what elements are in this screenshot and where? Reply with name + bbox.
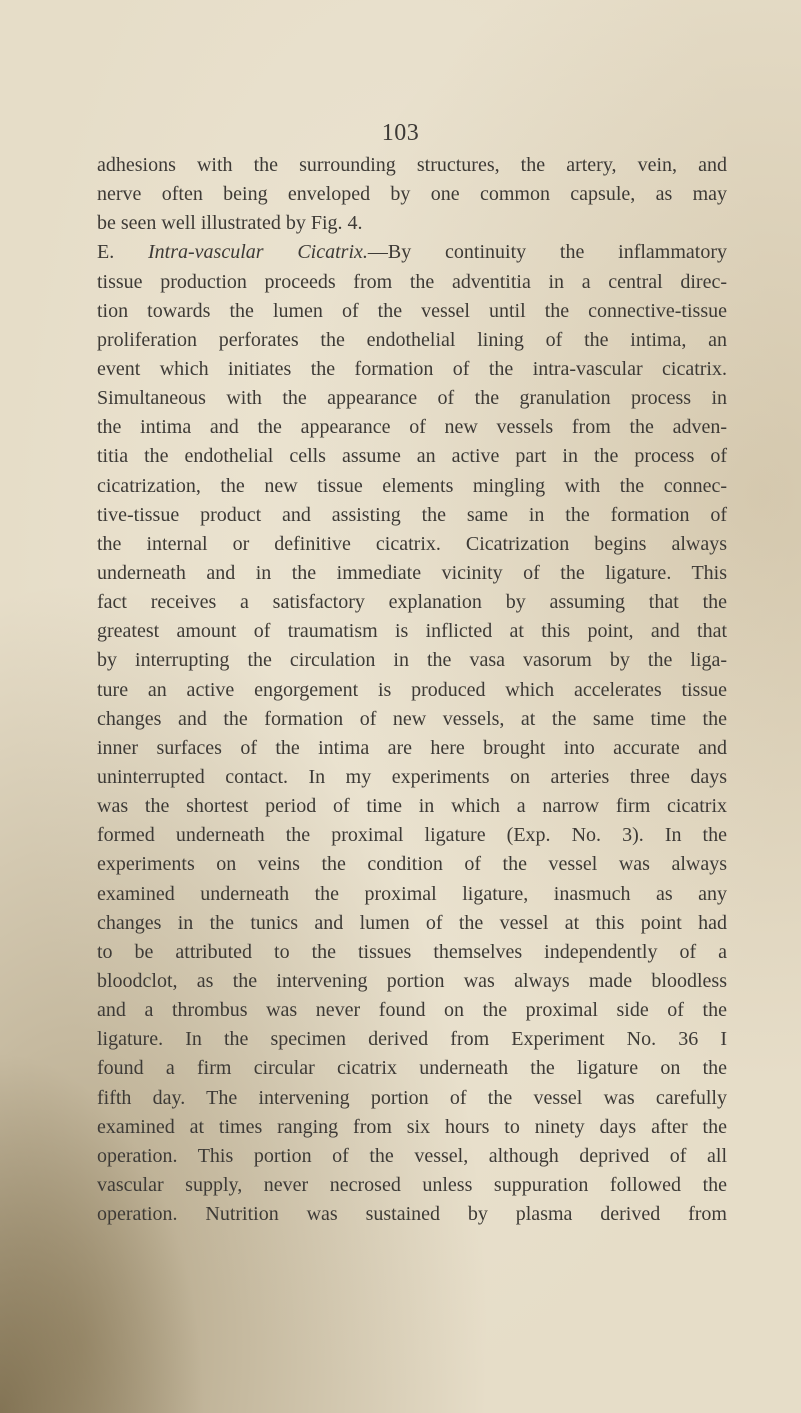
text-line: the internal or definitive cicatrix. Cicatrization begins always — [97, 532, 727, 555]
text-line: and a thrombus was never found on the proximal side of the — [97, 999, 727, 1022]
page-number: 103 — [381, 120, 420, 146]
text-line: operation. This portion of the vessel, although deprived of all — [97, 1144, 727, 1167]
text-line: operation. Nutrition was sustained by plasma derived from — [97, 1203, 727, 1226]
text-line: changes and the formation of new vessels, at the same time the — [97, 707, 727, 730]
text-line: vascular supply, never necrosed unless suppuration followed the — [97, 1173, 727, 1196]
text-line: ligature. In the specimen derived from Experiment No. 36 I — [97, 1028, 727, 1051]
text-line: nerve often being enveloped by one common capsule, as may — [97, 183, 727, 206]
text-line: uninterrupted contact. In my experiments on arteries three days — [97, 765, 727, 788]
text-line: to be attributed to the tissues themselves independently of a — [97, 940, 727, 963]
text-line: by interrupting the circulation in the vasa vasorum by the liga- — [97, 649, 727, 672]
text-line: tion towards the lumen of the vessel until the connective-tissue — [97, 299, 727, 322]
text-line: the intima and the appearance of new vessels from the adven- — [97, 416, 727, 439]
text-line: proliferation perforates the endothelial lining of the intima, an — [97, 328, 727, 351]
text-line: event which initiates the formation of the intra-vascular cicatrix. — [97, 357, 727, 380]
text-line: bloodclot, as the intervening portion was always made bloodless — [97, 969, 727, 992]
text-line: examined at times ranging from six hours to ninety days after the — [97, 1115, 727, 1138]
text-line: Simultaneous with the appearance of the granulation process in — [97, 387, 727, 410]
text-line: underneath and in the immediate vicinity of the ligature. This — [97, 561, 727, 584]
text-line: found a firm circular cicatrix underneath the ligature on the — [97, 1057, 727, 1080]
section-title: Intra-vascular Cicatrix. — [148, 241, 368, 264]
body-text — [97, 151, 727, 1229]
text-line: inner surfaces of the intima are here brought into accurate and — [97, 736, 727, 759]
section-letter: E. — [97, 241, 149, 264]
text-line: was the shortest period of time in which a narrow firm cicatrix — [97, 795, 727, 818]
text-line: greatest amount of traumatism is inflicted at this point, and that — [97, 620, 727, 643]
text-line: tive-tissue product and assisting the same in the formation of — [97, 503, 727, 526]
text-line: ture an active engorgement is produced which accelerates tissue — [97, 678, 727, 701]
text-line: titia the endothelial cells assume an active part in the process of — [97, 445, 727, 468]
text-line: cicatrization, the new tissue elements mingling with the connec- — [97, 474, 727, 497]
text-line: examined underneath the proximal ligature, inasmuch as any — [97, 882, 727, 905]
text-line: fifth day. The intervening portion of the vessel was carefully — [97, 1086, 727, 1109]
section-heading-line — [97, 238, 727, 267]
text-line: changes in the tunics and lumen of the vessel at this point had — [97, 911, 727, 934]
text-line: tissue production proceeds from the adventitia in a central direc- — [97, 270, 727, 293]
text-line: fact receives a satisfactory explanation by assuming that the — [97, 591, 727, 614]
section-text: —By continuity the inflammatory — [367, 241, 727, 264]
text-line: adhesions with the surrounding structures, the artery, vein, and — [97, 154, 727, 176]
text-line: be seen well illustrated by Fig. 4. — [97, 212, 363, 235]
text-line: experiments on veins the condition of the vessel was always — [97, 853, 727, 876]
text-line: formed underneath the proximal ligature (Exp. No. 3). In the — [97, 824, 727, 847]
